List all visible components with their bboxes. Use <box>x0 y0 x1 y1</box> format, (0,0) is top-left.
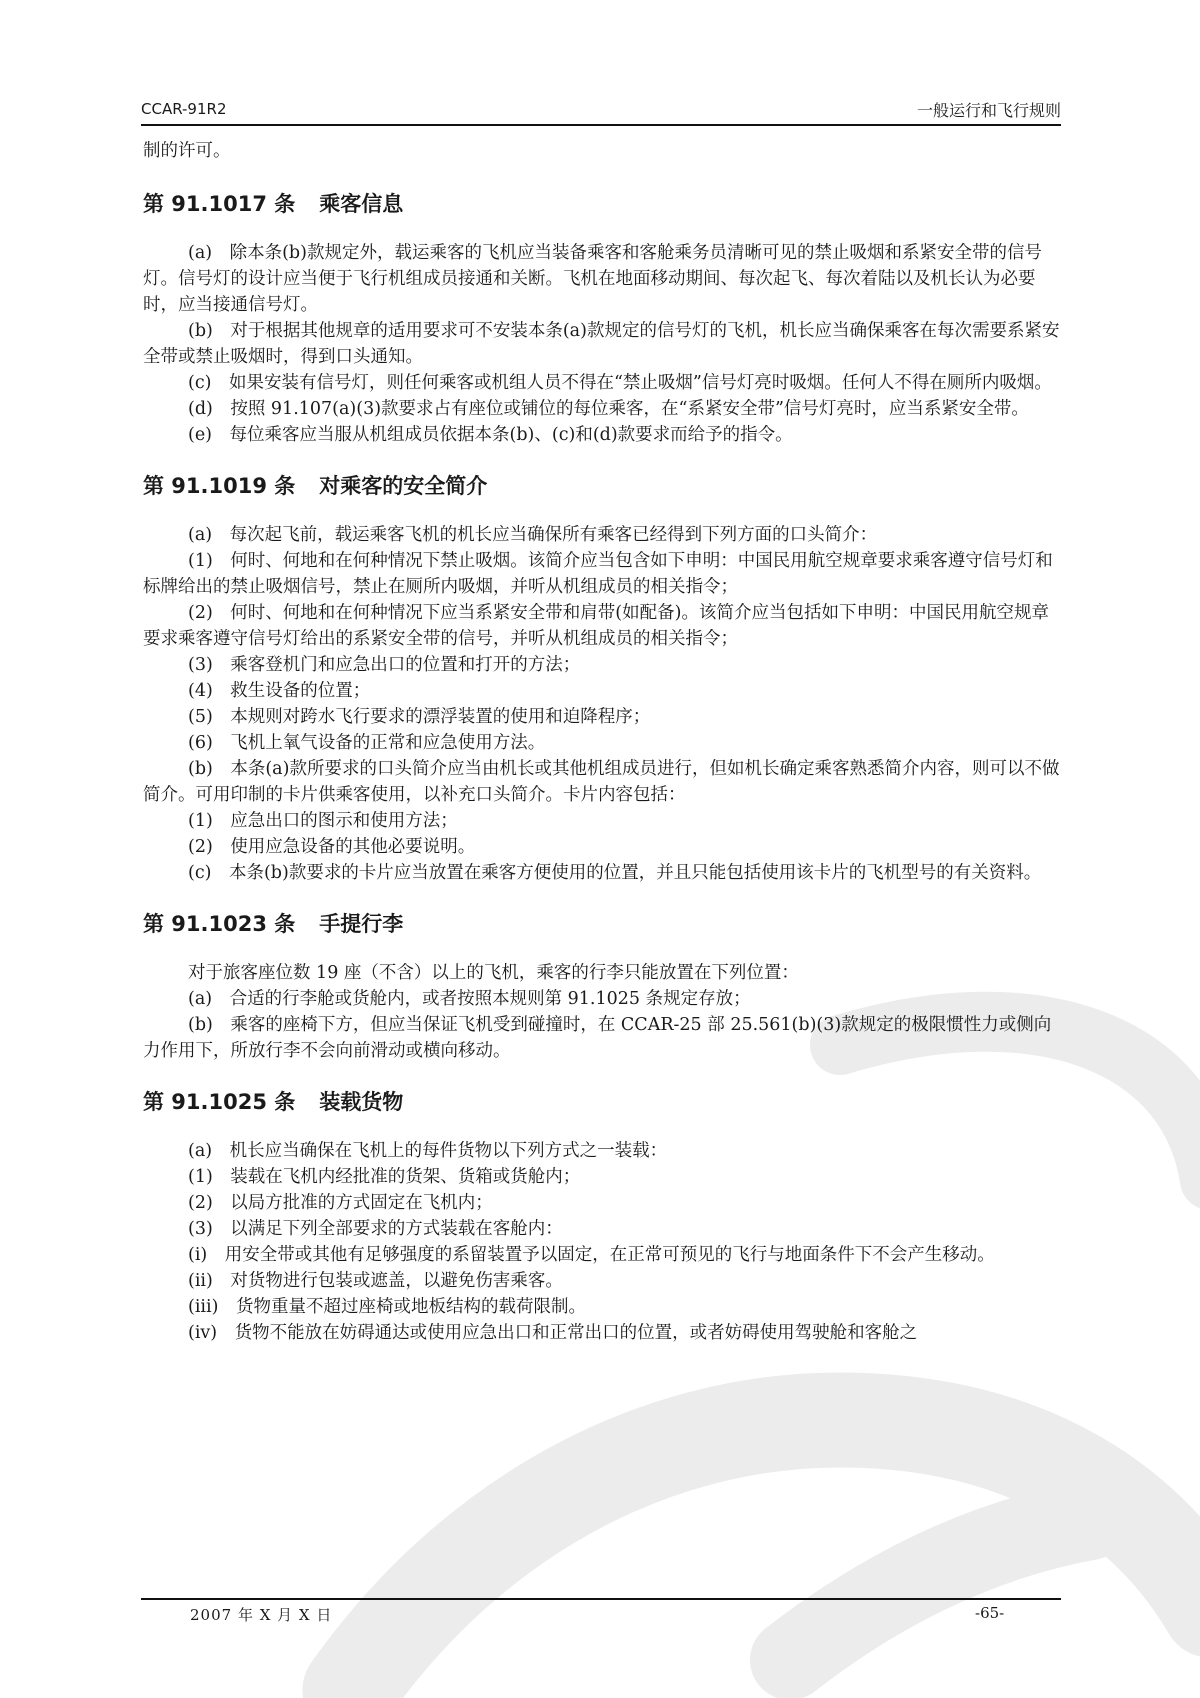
footer-date: 2007 年 X 月 X 日 <box>190 1606 333 1624</box>
paragraph: (iv) 货物不能放在妨碍通达或使用应急出口和正常出口的位置，或者妨碍使用驾驶舱和客舱之 <box>188 1323 918 1343</box>
paragraph: (a) 除本条(b)款规定外，载运乘客的飞机应当装备乘客和客舱乘务员清晰可见的禁止吸烟和系紧安全带的信号灯。信号灯的设计应当便于飞行机组成员接通和关断。飞机在地面移动期间、每次起飞、每次着陆以及机长认为必要时，应当接通信号灯。 <box>143 243 1042 315</box>
paragraph: (5) 本规则对跨水飞行要求的漂浮装置的使用和迫降程序； <box>188 707 651 727</box>
section-title <box>143 472 1061 500</box>
section-number: 第 91.1023 条 <box>143 912 296 936</box>
paragraph: (b) 乘客的座椅下方，但应当保证飞机受到碰撞时，在 CCAR-25 部 25.561(b)(3)款规定的极限惯性力或侧向力作用下，所放行李不会向前滑动或横向移动。 <box>143 1015 1052 1061</box>
section-name: 对乘客的安全简介 <box>319 474 488 498</box>
paragraph: (2) 何时、何地和在何种情况下应当系紧安全带和肩带(如配备)。该简介应当包括如下申明：中国民用航空规章要求乘客遵守信号灯给出的系紧安全带的信号，并听从机组成员的相关指令； <box>143 603 1049 649</box>
section-title <box>143 1088 1061 1116</box>
paragraph: (d) 按照 91.107(a)(3)款要求占有座位或铺位的每位乘客，在“系紧安全带”信号灯亮时，应当系紧安全带。 <box>188 399 1029 419</box>
doc-title: 一般运行和飞行规则 <box>916 101 1061 120</box>
section-title <box>143 190 1061 218</box>
paragraph: (a) 合适的行李舱或货舱内，或者按照本规则第 91.1025 条规定存放； <box>188 989 751 1009</box>
paragraph: (a) 每次起飞前，载运乘客飞机的机长应当确保所有乘客已经得到下列方面的口头简介： <box>188 525 878 545</box>
paragraph: (1) 应急出口的图示和使用方法； <box>188 811 458 831</box>
paragraph: (1) 装载在飞机内经批准的货架、货箱或货舱内； <box>188 1167 581 1187</box>
paragraph: (ii) 对货物进行包装或遮盖，以避免伤害乘客。 <box>188 1271 563 1291</box>
paragraph: (1) 何时、何地和在何种情况下禁止吸烟。该简介应当包含如下申明：中国民用航空规章要求乘客遵守信号灯和标牌给出的禁止吸烟信号，禁止在厕所内吸烟，并听从机组成员的相关指令； <box>143 551 1053 597</box>
paragraph: (3) 乘客登机门和应急出口的位置和打开的方法； <box>188 655 581 675</box>
paragraph: (c) 本条(b)款要求的卡片应当放置在乘客方便使用的位置，并且只能包括使用该卡片的飞机型号的有关资料。 <box>188 863 1042 883</box>
header-rule <box>141 124 1061 126</box>
section-name: 乘客信息 <box>319 192 404 216</box>
paragraph: 对于旅客座位数 19 座（不含）以上的飞机，乘客的行李只能放置在下列位置： <box>188 963 799 983</box>
paragraph: (b) 对于根据其他规章的适用要求可不安装本条(a)款规定的信号灯的飞机，机长应当确保乘客在每次需要系紧安全带或禁止吸烟时，得到口头通知。 <box>143 321 1060 367</box>
paragraph: (2) 使用应急设备的其他必要说明。 <box>188 837 476 857</box>
section-number: 第 91.1017 条 <box>143 192 296 216</box>
intro-text: 制的许可。 <box>143 141 231 161</box>
page-body <box>143 138 1061 1346</box>
page-header <box>141 100 1061 126</box>
section-name: 装载货物 <box>319 1090 404 1114</box>
paragraph: (b) 本条(a)款所要求的口头简介应当由机长或其他机组成员进行，但如机长确定乘客熟悉简介内容，则可以不做简介。可用印制的卡片供乘客使用，以补充口头简介。卡片内容包括： <box>143 759 1060 805</box>
paragraph: (6) 飞机上氧气设备的正常和应急使用方法。 <box>188 733 546 753</box>
section-number: 第 91.1025 条 <box>143 1090 296 1114</box>
section-name: 手提行李 <box>319 912 404 936</box>
doc-code: CCAR-91R2 <box>141 100 227 118</box>
section-number: 第 91.1019 条 <box>143 474 296 498</box>
paragraph: (a) 机长应当确保在飞机上的每件货物以下列方式之一装载： <box>188 1141 668 1161</box>
paragraph: (4) 救生设备的位置； <box>188 681 371 701</box>
page-number: -65- <box>975 1604 1005 1622</box>
paragraph: (e) 每位乘客应当服从机组成员依据本条(b)、(c)和(d)款要求而给予的指令。 <box>188 425 793 445</box>
paragraph: (3) 以满足下列全部要求的方式装载在客舱内： <box>188 1219 563 1239</box>
paragraph: (iii) 货物重量不超过座椅或地板结构的载荷限制。 <box>188 1297 586 1317</box>
paragraph: (c) 如果安装有信号灯，则任何乘客或机组人员不得在“禁止吸烟”信号灯亮时吸烟。任何人不得在厕所内吸烟。 <box>188 373 1052 393</box>
section-title <box>143 910 1061 938</box>
paragraph: (2) 以局方批准的方式固定在飞机内； <box>188 1193 493 1213</box>
paragraph: (i) 用安全带或其他有足够强度的系留装置予以固定，在正常可预见的飞行与地面条件下不会产生移动。 <box>188 1245 995 1265</box>
footer-rule <box>141 1598 1061 1600</box>
